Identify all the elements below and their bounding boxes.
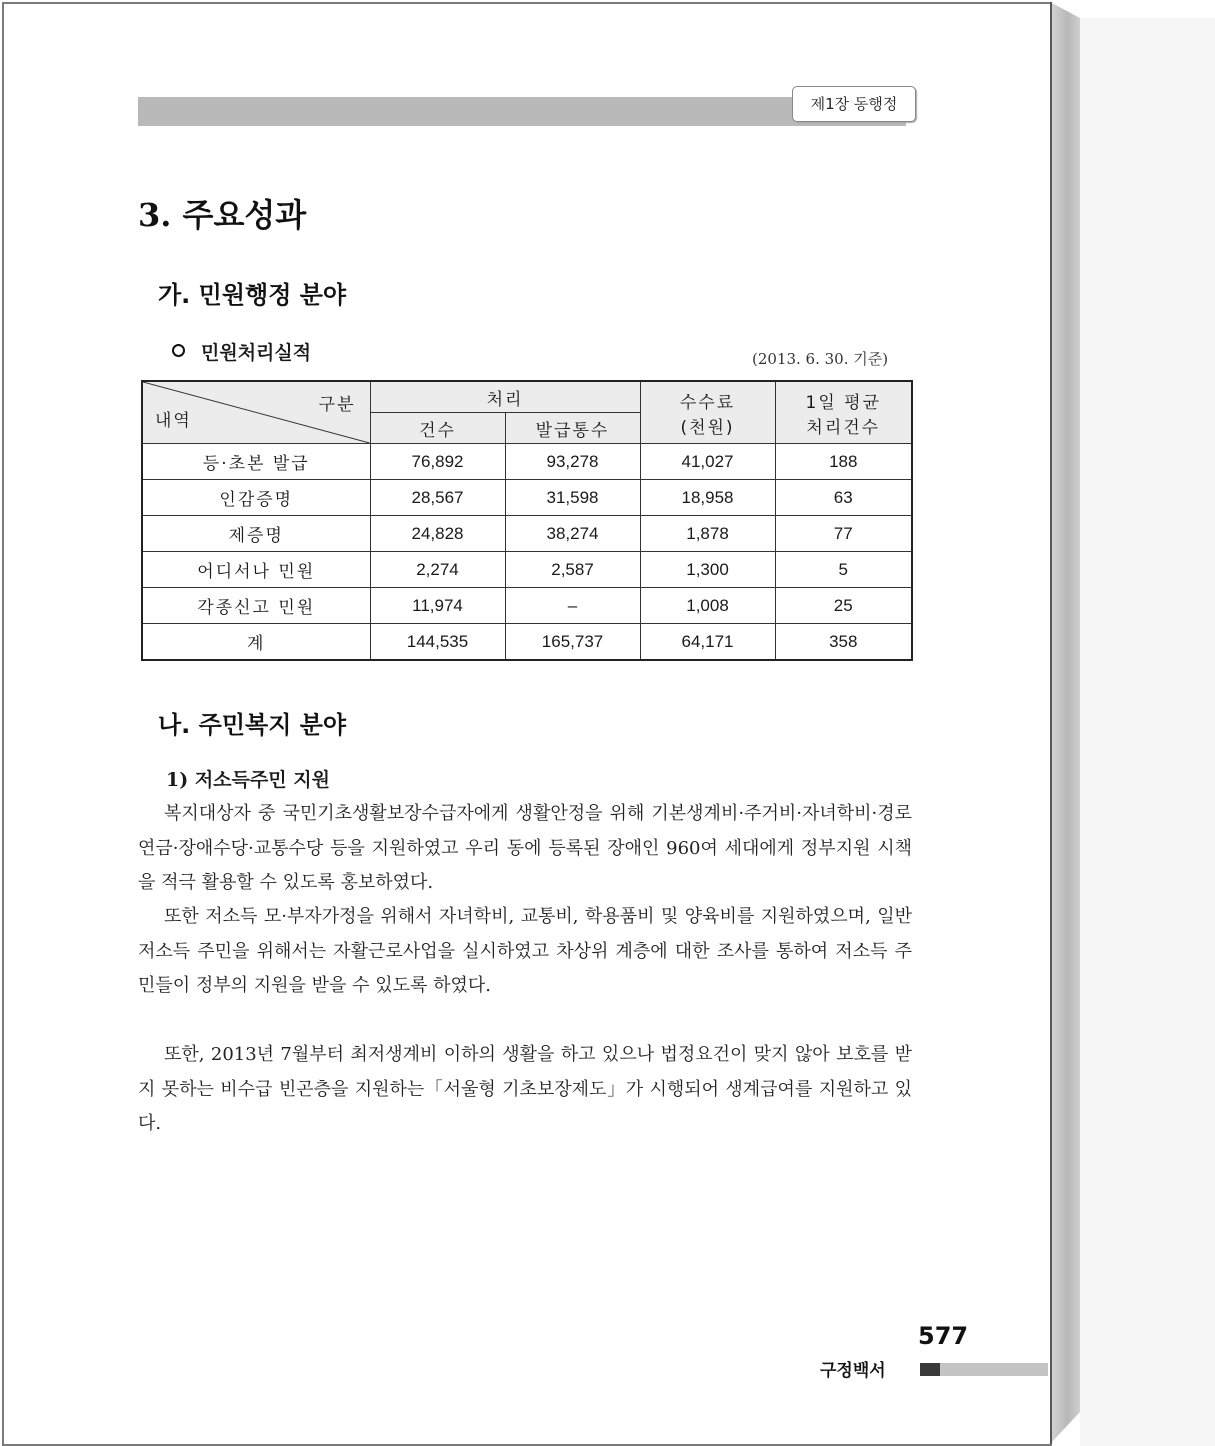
cell-issued: 2,587 [505,552,640,588]
cell-count: 2,274 [370,552,505,588]
table-corner-cell [142,381,370,444]
table-row [142,480,912,516]
book-title: 구정백서 [820,1361,886,1381]
body-paragraph: 또한, 2013년 7월부터 최저생계비 이하의 생활을 하고 있으나 법정요건이 맞지 않아 보호를 받지 못하는 비수급 빈곤층을 지원하는「서울형 기초보장제도」가 시행되어 생계급여를 지원하고 있다. [138,1044,912,1134]
table-row [142,444,912,480]
subsection-title-civil: 가. 민원행정 분야 [158,281,347,309]
cell-item: 각종신고 민원 [142,588,370,624]
header-processing: 처리 [370,381,640,413]
cell-daily: 358 [775,624,912,661]
page-edge-line [1050,2,1052,1444]
cell-fee: 64,171 [640,624,775,661]
footer-bar-accent [920,1363,940,1376]
section-title: 3. 주요성과 [138,196,307,234]
page-edge [1050,2,1080,1444]
cell-item: 계 [142,624,370,661]
cell-count: 144,535 [370,624,505,661]
cell-fee: 41,027 [640,444,775,480]
chapter-tab: 제1장 동행정 [792,86,916,122]
body-paragraph: 또한 저소득 모·부자가정을 위해서 자녀학비, 교통비, 학용품비 및 양육비를 지원하였으며, 일반저소득 주민을 위해서는 자활근로사업을 실시하였고 차상위 계층에 대한 조사를 통하여 저소득 주민들이 정부의 지원을 받을 수 있도록 하였다. [138,906,912,996]
cell-count: 76,892 [370,444,505,480]
bullet-label: 민원처리실적 [201,342,312,364]
cell-daily: 77 [775,516,912,552]
header-daily-avg [775,381,912,444]
cell-issued: – [505,588,640,624]
cell-item: 제증명 [142,516,370,552]
cell-daily: 63 [775,480,912,516]
cell-item: 인감증명 [142,480,370,516]
header-issued: 발급통수 [505,413,640,444]
cell-fee: 1,008 [640,588,775,624]
paragraph-heading: 1) 저소득주민 지원 [166,769,330,791]
cell-count: 11,974 [370,588,505,624]
cell-daily: 5 [775,552,912,588]
header-daily-line2: 처리건수 [806,417,881,438]
table-total-row [142,624,912,661]
cell-issued: 31,598 [505,480,640,516]
page-number: 577 [918,1322,969,1350]
table-date-note: (2013. 6. 30. 기준) [752,350,889,368]
civil-stats-table [141,380,913,661]
cell-item: 어디서나 민원 [142,552,370,588]
body-paragraph: 복지대상자 중 국민기초생활보장수급자에게 생활안정을 위해 기본생계비·주거비·자녀학비·경로연금·장애수당·교통수당 등을 지원하였고 우리 동에 등록된 장애인 960여 세대에게 정부지원 시책을 적극 활용할 수 있도록 홍보하였다. [138,803,912,893]
cell-daily: 188 [775,444,912,480]
cell-issued: 93,278 [505,444,640,480]
header-fee [640,381,775,444]
header-bar [138,97,906,126]
header-count: 건수 [370,413,505,444]
corner-header-category: 구분 [318,395,356,415]
header-daily-line1: 1일 평균 [805,392,882,413]
cell-fee: 1,878 [640,516,775,552]
cell-fee: 1,300 [640,552,775,588]
header-fee-line2: (천원) [680,417,735,438]
cell-issued: 38,274 [505,516,640,552]
bullet-circle-icon [172,344,185,357]
page-shadow [1080,18,1215,1446]
corner-header-item: 내역 [155,411,192,431]
table-row [142,516,912,552]
subsection-title-welfare: 나. 주민복지 분야 [158,711,347,739]
cell-count: 24,828 [370,516,505,552]
cell-issued: 165,737 [505,624,640,661]
cell-item: 등·초본 발급 [142,444,370,480]
bullet-title [172,338,311,365]
table-row [142,552,912,588]
cell-count: 28,567 [370,480,505,516]
table-row [142,588,912,624]
cell-fee: 18,958 [640,480,775,516]
header-fee-line1: 수수료 [679,392,736,413]
cell-daily: 25 [775,588,912,624]
